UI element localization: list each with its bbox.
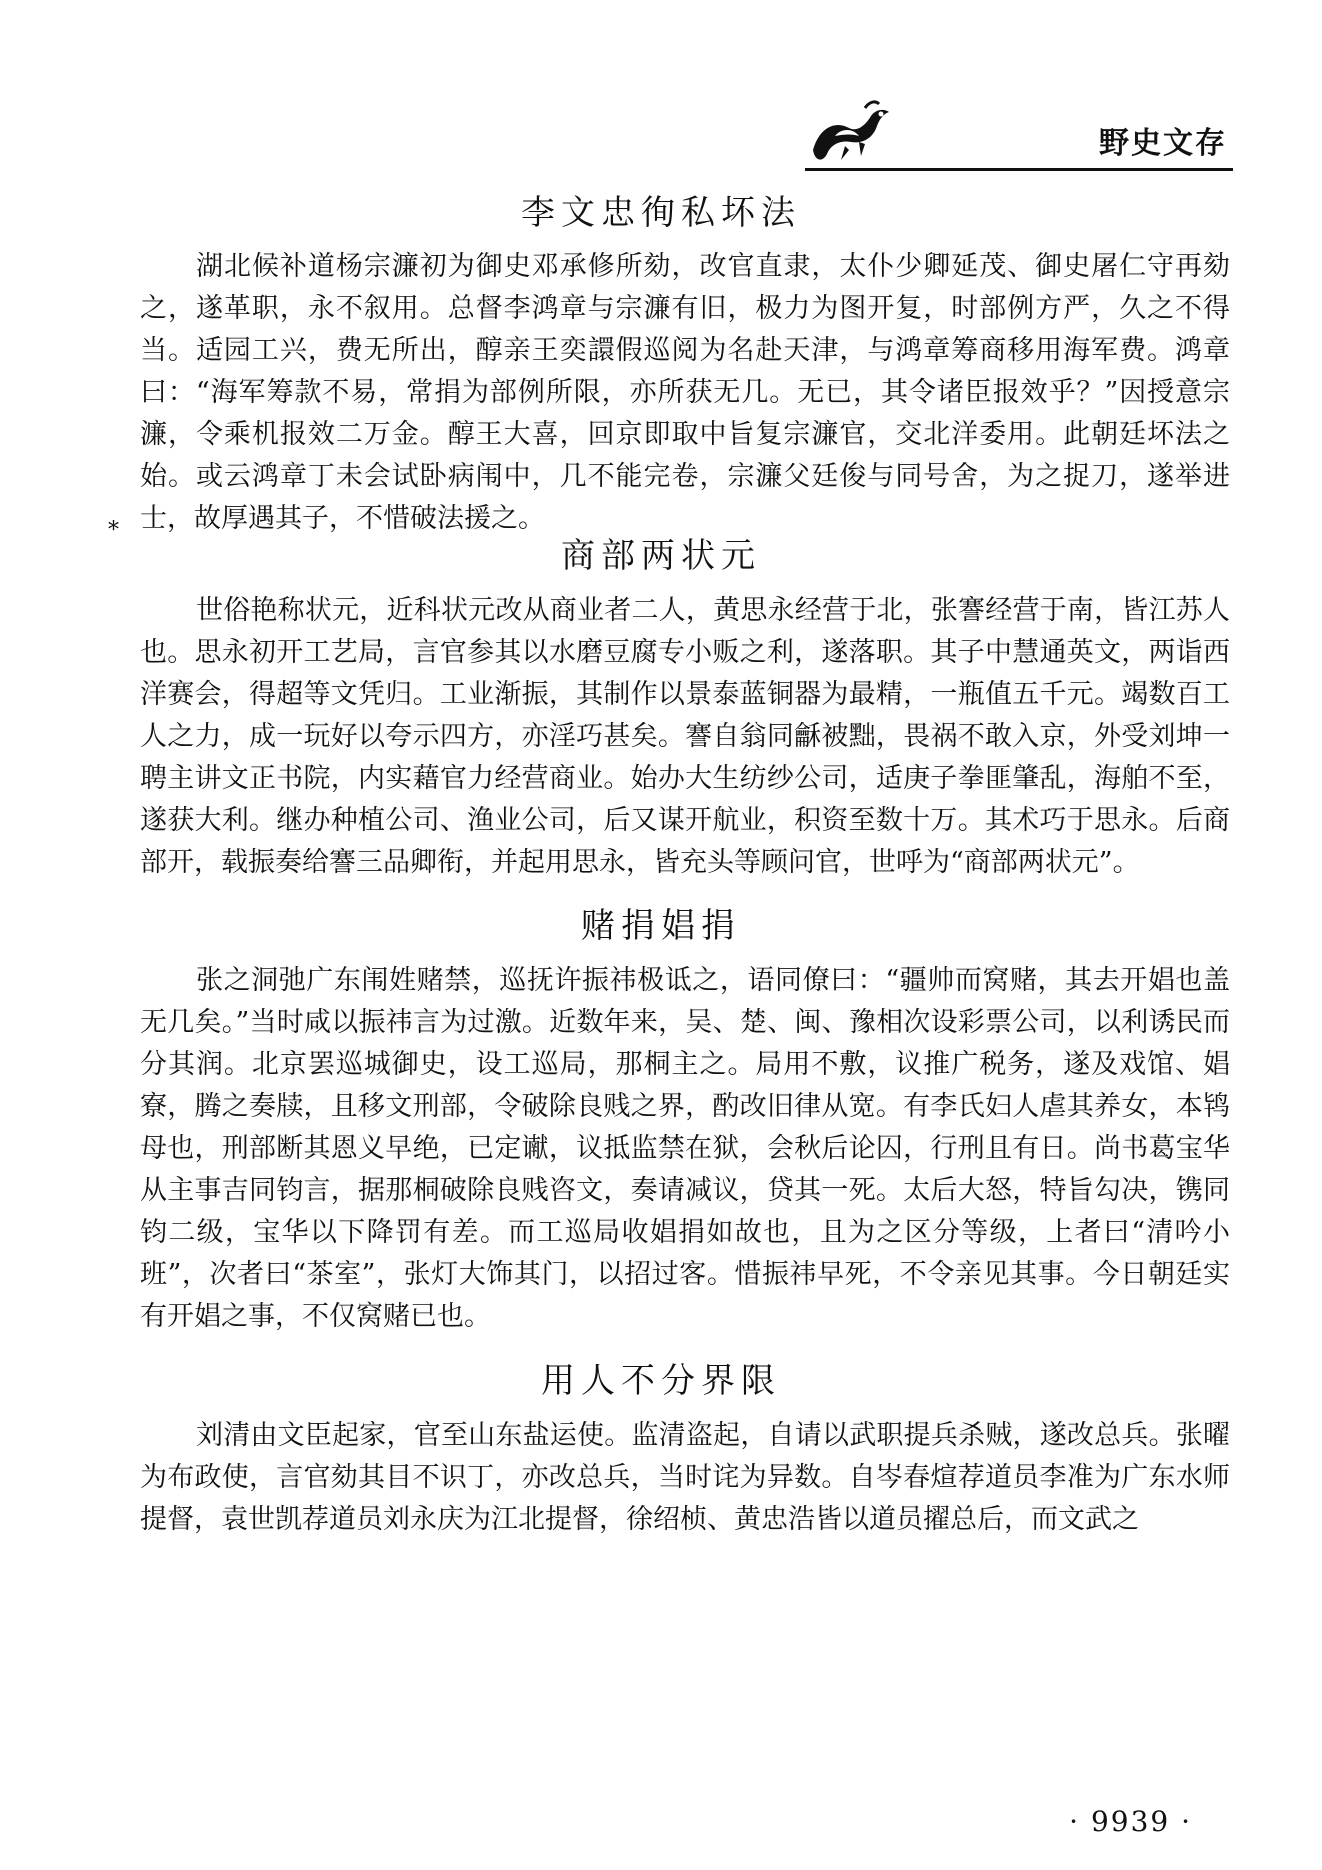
article-body: 湖北候补道杨宗濂初为御史邓承修所劾，改官直隶，太仆少卿延茂、御史屠仁守再劾之，遂革职，永不叙用。总督李鸿章与宗濂有旧，极力为图开复，时部例方严，久之不得当。适园工兴，费无所出，醇亲王奕譞假巡阅为名赴天津，与鸿章筹商移用海军费。鸿章曰：“海军筹款不易，常捐为部例所限，亦所获无几。无已，其令诸臣报效乎？”因授意宗濂，令乘机报效二万金。醇王大喜，回京即取中旨复宗濂官，交北洋委用。此朝廷坏法之始。或云鸿章丁未会试卧病闱中，几不能完卷，宗濂父廷俊与同号舍，为之捉刀，遂举进士，故厚遇其子，不惜破法援之。 [140, 251, 1230, 534]
article-title: 商部两状元 [561, 536, 761, 576]
article-body: 世俗艳称状元，近科状元改从商业者二人，黄思永经营于北，张謇经营于南，皆江苏人也。思永初开工艺局，言官参其以水磨豆腐专小贩之利，遂落职。其子中慧通英文，两诣西洋赛会，得超等文凭归。工业渐振，其制作以景泰蓝铜器为最精，一瓶值五千元。竭数百工人之力，成一玩好以夸示四方，亦淫巧甚矣。謇自翁同龢被黜，畏祸不敢入京，外受刘坤一聘主讲文正书院，内实藉官力经营商业。始办大生纺纱公司，适庚子拳匪肇乱，海舶不至，遂获大利。继办种植公司、渔业公司，后又谋开航业，积资至数十万。其术巧于思永。后商部开，载振奏给謇三品卿衔，并起用思永，皆充头等顾问官，世呼为“商部两状元”。 [140, 595, 1230, 878]
article-body: 刘清由文臣起家，官至山东盐运使。监清盗起，自请以武职提兵杀贼，遂改总兵。张曜为布政使，言官劾其目不识丁，亦改总兵，当时诧为异数。自岑春煊荐道员李准为广东水师提督，袁世凯荐道员刘永庆为江北提督，徐绍桢、黄忠浩皆以道员擢总后，而文武之 [140, 1420, 1230, 1535]
margin-mark: * [108, 518, 119, 543]
running-header-title: 野史文存 [1099, 126, 1227, 161]
article-title: 用人不分界限 [541, 1361, 781, 1401]
header-rule [805, 168, 1233, 171]
page-number: · 9939 · [1069, 1805, 1192, 1838]
dragon-emblem-icon [805, 98, 895, 168]
article-body: 张之洞弛广东闱姓赌禁，巡抚许振祎极诋之，语同僚曰：“疆帅而窝赌，其去开娼也盖无几矣。”当时咸以振祎言为过激。近数年来，吴、楚、闽、豫相次设彩票公司，以利诱民而分其润。北京罢巡城御史，设工巡局，那桐主之。局用不敷，议推广税务，遂及戏馆、娼寮，腾之奏牍，且移文刑部，令破除良贱之界，酌改旧律从宽。有李氏妇人虐其养女，本鸨母也，刑部断其恩义早绝，已定谳，议抵监禁在狱，会秋后论囚，行刑且有日。尚书葛宝华从主事吉同钧言，据那桐破除良贱咨文，奏请减议，贷其一死。太后大怒，特旨勾决，镌同钧二级，宝华以下降罚有差。而工巡局收娼捐如故也，且为之区分等级，上者曰“清吟小班”，次者曰“茶室”，张灯大饰其门，以招过客。惜振祎早死，不令亲见其事。今日朝廷实有开娼之事，不仅窝赌已也。 [140, 965, 1230, 1332]
article-title: 赌捐娼捐 [581, 906, 741, 946]
article-title: 李文忠徇私坏法 [521, 193, 801, 233]
